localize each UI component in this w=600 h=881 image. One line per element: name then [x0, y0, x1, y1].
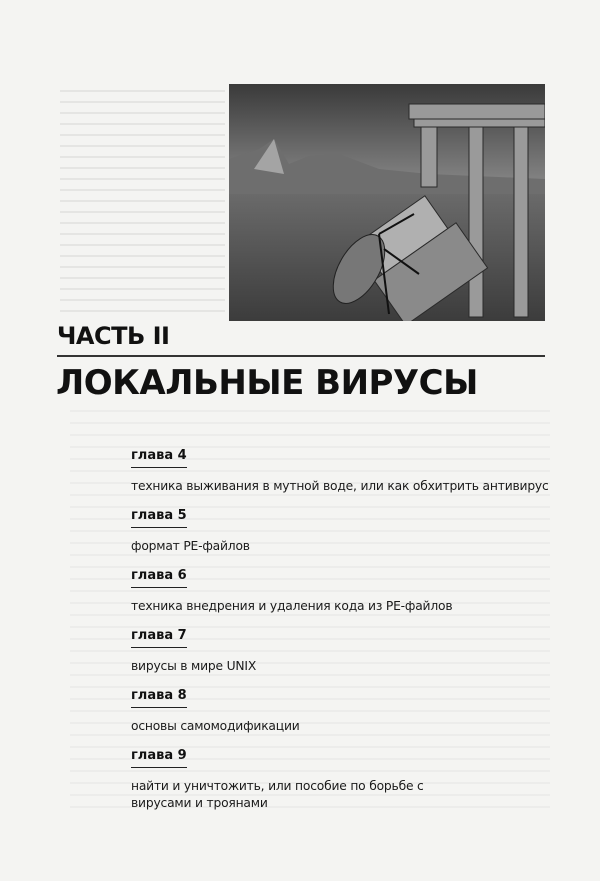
chapter-title: техника внедрения и удаления кода из PE-файлов — [131, 599, 453, 613]
chapter-label: глава 5 — [131, 508, 187, 528]
chapter-entry — [131, 744, 476, 812]
chapter-entry — [131, 564, 511, 615]
chapter-label: глава 7 — [131, 628, 187, 648]
divider — [57, 355, 545, 357]
chapter-title: найти и уничтожить, или пособие по борьбе с вирусами и троянами — [131, 779, 424, 810]
chapter-title: техника выживания в мутной воде, или как обхитрить антивирус — [131, 479, 549, 493]
chapter-label: глава 8 — [131, 688, 187, 708]
chapter-entry — [131, 504, 511, 555]
chapter-label: глава 4 — [131, 448, 187, 468]
part-title: ЛОКАЛЬНЫЕ ВИРУСЫ — [56, 363, 478, 403]
chapter-label: глава 6 — [131, 568, 187, 588]
chapter-entry — [131, 444, 551, 495]
bleed-through-text — [60, 90, 225, 320]
part-label: ЧАСТЬ II — [57, 322, 170, 350]
chapter-entry — [131, 624, 511, 675]
chapter-label: глава 9 — [131, 748, 187, 768]
chapter-title: вирусы в мире UNIX — [131, 659, 257, 673]
chapter-title: формат PE-файлов — [131, 539, 250, 553]
part-illustration-ruins — [229, 84, 545, 321]
chapter-entry — [131, 684, 511, 735]
chapter-title: основы самомодификации — [131, 719, 300, 733]
